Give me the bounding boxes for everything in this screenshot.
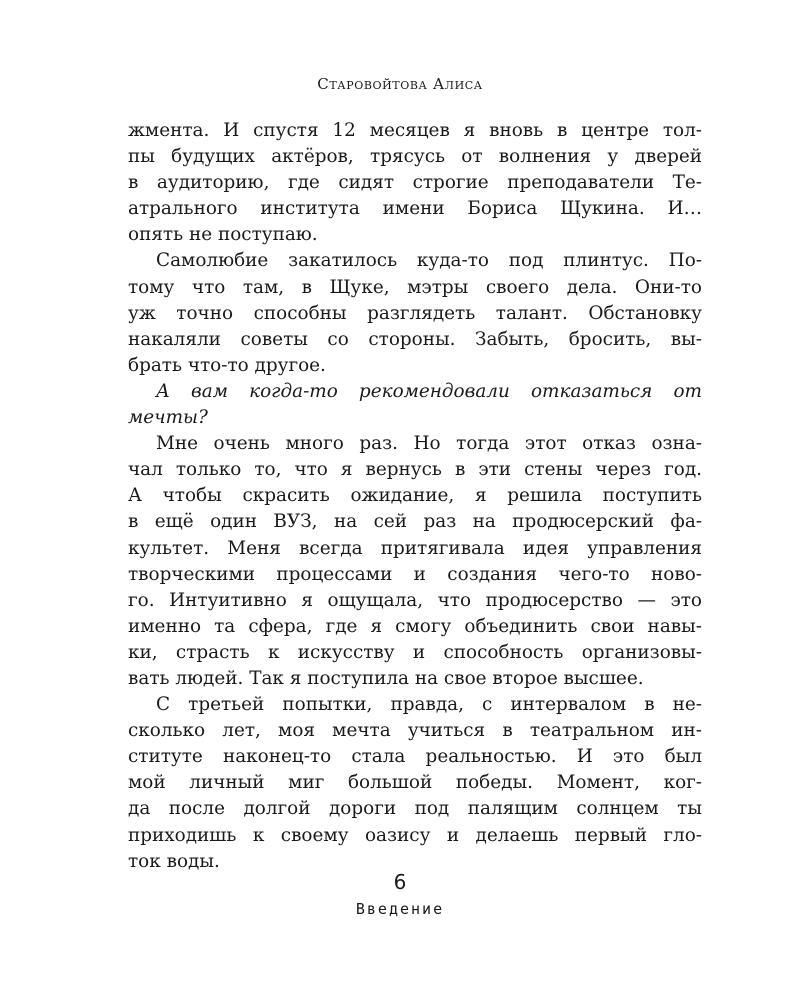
paragraph bbox=[128, 248, 702, 378]
body-text bbox=[128, 118, 702, 875]
text-line: атрального института имени Бориса Щукина. И… bbox=[128, 198, 702, 220]
text-line: опять не поступаю. bbox=[128, 224, 318, 246]
text-line: Самолюбие закатилось куда-то под плинтус. По- bbox=[156, 250, 702, 272]
text-line: в аудиторию, где сидят строгие преподаватели Те- bbox=[128, 172, 702, 194]
text-line: творческими процессами и создания чего-то ново- bbox=[128, 563, 702, 585]
text-line: чал только то, что я вернусь в эти стены через год. bbox=[128, 459, 702, 481]
text-line: именно та сфера, где я смогу объединить свои навы- bbox=[128, 615, 702, 637]
text-line: тому что там, в Щуке, мэтры своего дела. Они-то bbox=[128, 276, 702, 298]
text-line: в ещё один ВУЗ, на сей раз на продюсерский фа- bbox=[128, 511, 702, 533]
text-line: уж точно способны разглядеть талант. Обстановку bbox=[128, 302, 702, 324]
page-number: 6 bbox=[393, 870, 407, 894]
running-head: Старовойтова Алиса bbox=[317, 75, 483, 93]
text-line: брать что-то другое. bbox=[128, 354, 326, 376]
text-line: А вам когда-то рекомендовали отказаться от bbox=[156, 380, 702, 402]
text-line: С третьей попытки, правда, с интервалом в не- bbox=[156, 694, 702, 716]
text-line: приходишь к своему оазису и делаешь первый гло- bbox=[128, 824, 702, 846]
text-line: А чтобы скрасить ожидание, я решила поступить bbox=[128, 485, 702, 507]
text-line: мой личный миг большой победы. Момент, ког- bbox=[128, 772, 702, 794]
text-line: го. Интуитивно я ощущала, что продюсерство — это bbox=[128, 589, 702, 611]
text-line: ституте наконец-то стала реальностью. И это был bbox=[128, 746, 702, 768]
paragraph bbox=[128, 431, 702, 692]
text-line: культет. Меня всегда притягивала идея управления bbox=[128, 537, 702, 559]
text-line: жмента. И спустя 12 месяцев я вновь в центре тол- bbox=[128, 120, 702, 141]
text-line: да после долгой дороги под палящим солнцем ты bbox=[128, 798, 702, 820]
paragraph bbox=[128, 379, 702, 431]
text-line: вать людей. Так я поступила на свое второе высшее. bbox=[128, 667, 644, 689]
section-label: Введение bbox=[355, 900, 445, 918]
text-line: Мне очень много раз. Но тогда этот отказ озна- bbox=[156, 433, 702, 455]
text-line: мечты? bbox=[128, 407, 208, 429]
paragraph bbox=[128, 118, 702, 248]
paragraph bbox=[128, 692, 702, 875]
text-line: ки, страсть к искусству и способность организовы- bbox=[128, 641, 702, 663]
text-line: накаляли советы со стороны. Забыть, бросить, вы- bbox=[128, 328, 702, 350]
text-line: ток воды. bbox=[128, 850, 220, 872]
text-line: сколько лет, моя мечта учиться в театральном ин- bbox=[128, 720, 702, 742]
text-line: пы будущих актёров, трясусь от волнения у дверей bbox=[128, 146, 702, 168]
